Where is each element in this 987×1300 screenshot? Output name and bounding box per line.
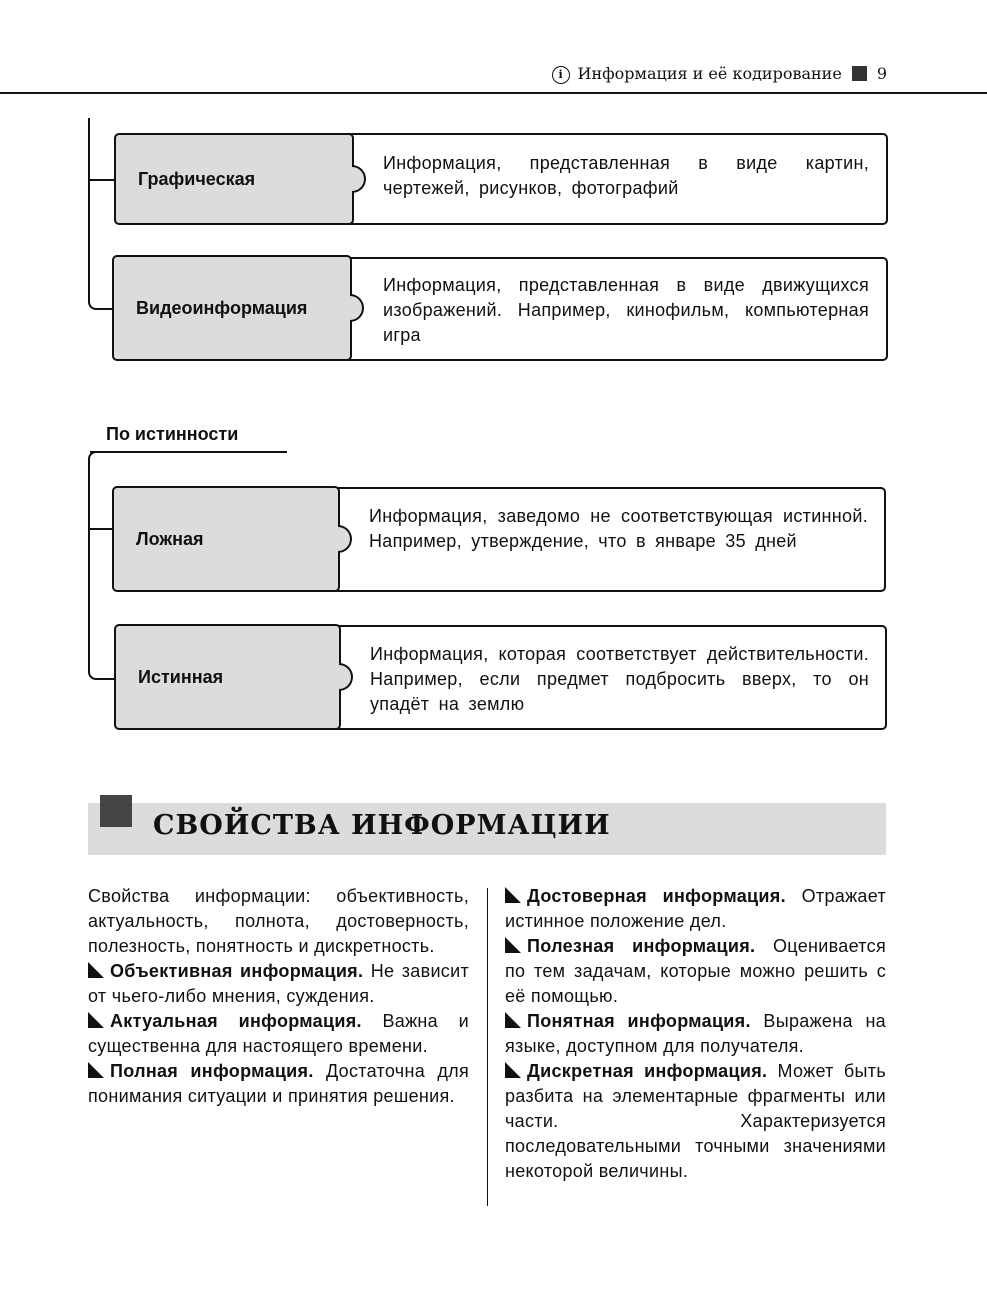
triangle-bullet-icon [505,1062,521,1078]
property-term: Актуальная информация. [110,1011,362,1031]
triangle-bullet-icon [505,887,521,903]
intro-paragraph: Свойства информации: объективность, актуальность, полнота, достоверность, полезность, понятность и дискретность. [88,886,469,956]
property-item [505,884,886,934]
property-text: Выражена на языке, доступном для получателя. [505,1011,886,1056]
header-rule [0,92,987,94]
left-column [88,884,469,1109]
triangle-bullet-icon [88,1012,104,1028]
property-term: Дискретная информация. [527,1061,768,1081]
classification-heading: По истинности [106,424,239,444]
property-text: Достаточна для понимания ситуации и принятия решения. [88,1061,469,1106]
triangle-bullet-icon [505,937,521,953]
description-text: Информация, заведомо не соответствующая истинной. Например, утверждение, что в январе 35 дней [369,506,868,551]
tree-connector [88,530,90,666]
triangle-bullet-icon [88,962,104,978]
property-item [88,1009,469,1059]
property-item [505,1009,886,1059]
tree-connector [88,179,116,181]
triangle-bullet-icon [505,1012,521,1028]
property-term: Полная информация. [110,1061,314,1081]
property-term: Понятная информация. [527,1011,751,1031]
type-label: Истинная [114,624,341,730]
tree-connector [88,118,90,180]
info-icon: i [552,66,570,84]
heading-rule [90,451,287,453]
property-text: Отражает истинное положение дел. [505,886,886,931]
page-number: 9 [876,64,887,83]
property-text: Важна и существенна для настоящего времени. [88,1011,469,1056]
tree-connector [88,451,112,533]
property-item [88,1059,469,1109]
tree-connector [88,528,114,530]
square-bullet-icon [852,66,867,81]
type-label: Графическая [114,133,354,225]
property-term: Полезная информация. [527,936,756,956]
type-label: Ложная [112,486,340,592]
property-item [505,934,886,1009]
description-text: Информация, представленная в виде картин, чертежей, рисунков, фотографий [383,153,869,198]
header-title: Информация и её кодирование [577,64,842,83]
right-column [505,884,886,1184]
type-label: Видеоинформация [112,255,352,361]
description-text: Информация, представленная в виде движущихся изображений. Например, кинофильм, компьютерная игра [383,275,869,345]
section-marker-icon [100,795,132,827]
property-text: Не зависит от чьего-либо мнения, суждения. [88,961,469,1006]
property-text: Может быть разбита на элементарные фрагменты или части. Характеризуется последовательными точными значениями некоторой величины. [505,1061,886,1181]
property-text: Оценивается по тем задачам, которые можно решить с её помощью. [505,936,886,1006]
column-separator [487,888,488,1206]
section-title: СВОЙСТВА ИНФОРМАЦИИ [153,810,611,841]
property-term: Достоверная информация. [527,886,786,906]
property-item [88,959,469,1009]
property-item [505,1059,886,1184]
property-term: Объективная информация. [110,961,364,981]
description-text: Информация, которая соответствует действительности. Например, если предмет подбросить вверх, то он упадёт на землю [370,644,869,714]
running-header [0,64,887,92]
tree-connector [88,180,90,298]
triangle-bullet-icon [88,1062,104,1078]
